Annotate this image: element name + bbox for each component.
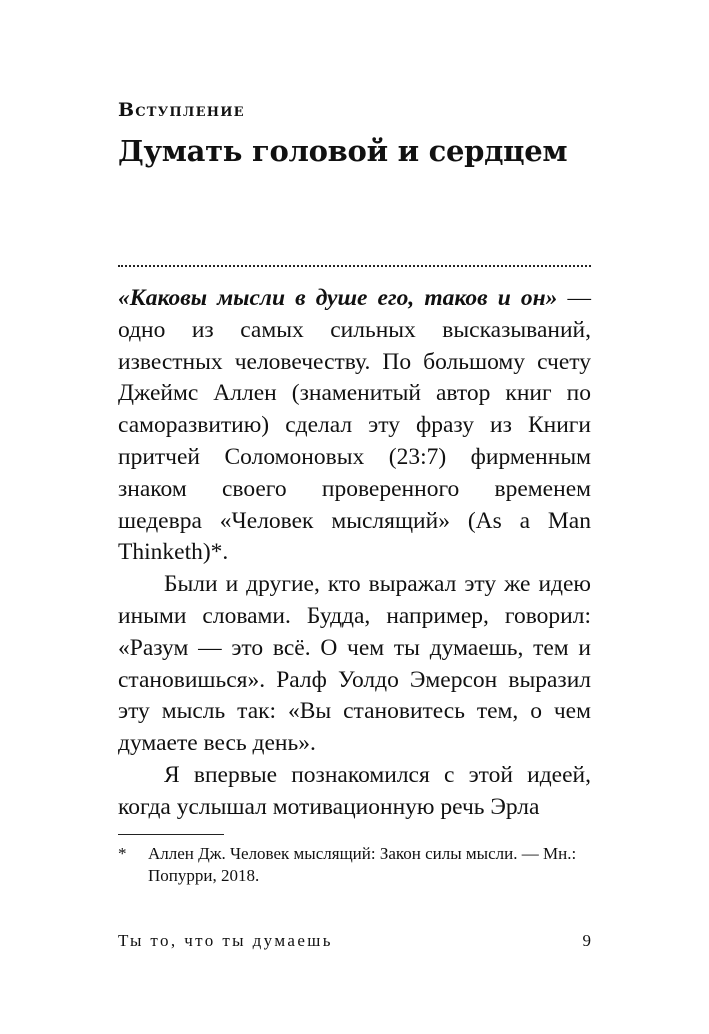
chapter-title: Думать головой и сердцем — [118, 134, 568, 168]
dotted-divider — [118, 265, 591, 267]
opening-quote: «Каковы мысли в душе его, таков и он» — [118, 285, 558, 311]
footnote-marker: * — [118, 844, 127, 863]
paragraph-2: Были и другие, кто выражал эту же идею иными словами. Будда, например, говорил: «Разум — это всё. О чем ты думаешь, тем и становишься». Ралф Уолдо Эмерсон выразил эту мысль так: «Вы становитесь тем, о чем думаете весь день». — [118, 571, 591, 757]
body-text — [118, 283, 591, 824]
paragraph-1-text: — одно из самых сильных высказываний, известных человечеству. По большому счету Джеймс Аллен (знаменитый автор книг по саморазвитию) сделал эту фразу из Книги притчей Соломоновых (23:7) фирменным знаком своего проверенного временем шедевра «Человек мыслящий» (As a Man Thinketh)*. — [118, 285, 591, 566]
paragraph-3: Я впервые познакомился с этой идеей, когда услышал мотивационную речь Эрла — [118, 761, 591, 820]
footnote — [118, 843, 591, 887]
chapter-label: Вступление — [118, 99, 245, 121]
footnote-divider — [118, 834, 224, 835]
footnote-text: Аллен Дж. Человек мыслящий: Закон силы мысли. — Мн.: Попурри, 2018. — [148, 844, 577, 885]
paragraph-1 — [118, 283, 591, 569]
page-number: 9 — [582, 931, 591, 950]
running-footer: Ты то, что ты думаешь — [118, 931, 333, 950]
